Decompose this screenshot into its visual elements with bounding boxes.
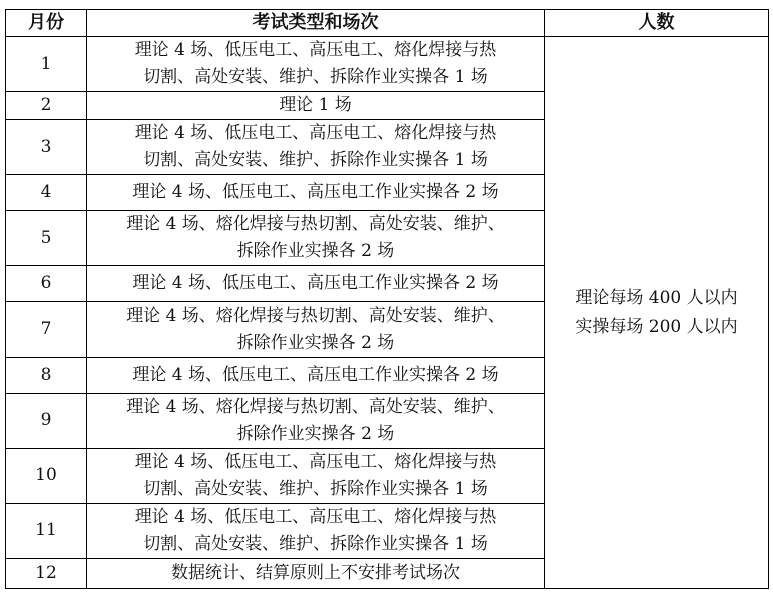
month-cell: 10	[6, 448, 87, 503]
month-cell: 12	[6, 558, 87, 588]
month-cell: 4	[6, 175, 87, 211]
month-cell: 9	[6, 393, 87, 448]
exam-type-cell	[87, 211, 545, 266]
exam-type-line: 拆除作业实操各 2 场	[236, 423, 395, 444]
month-cell: 11	[6, 503, 87, 558]
capacity-line: 理论每场 400 人以内	[575, 287, 738, 308]
exam-type-cell	[87, 92, 545, 120]
exam-type-line: 理论 4 场、熔化焊接与热切割、高处安装、维护、	[126, 396, 505, 417]
exam-type-line: 切割、高处安装、维护、拆除作业实操各 1 场	[143, 533, 488, 554]
exam-type-line: 理论 4 场、熔化焊接与热切割、高处安装、维护、	[126, 305, 505, 326]
headcount-cell	[545, 37, 769, 589]
exam-type-cell	[87, 558, 545, 588]
month-cell: 7	[6, 302, 87, 357]
month-cell: 5	[6, 211, 87, 266]
month-cell: 3	[6, 120, 87, 175]
exam-type-line: 理论 1 场	[279, 95, 352, 116]
exam-type-line: 理论 4 场、低压电工、高压电工作业实操各 2 场	[132, 273, 499, 294]
exam-type-line: 切割、高处安装、维护、拆除作业实操各 1 场	[143, 478, 488, 499]
exam-type-cell	[87, 302, 545, 357]
month-cell: 1	[6, 37, 87, 92]
exam-type-cell	[87, 266, 545, 302]
exam-type-cell	[87, 175, 545, 211]
month-cell: 2	[6, 92, 87, 120]
exam-type-line: 理论 4 场、低压电工、高压电工、熔化焊接与热	[134, 451, 497, 472]
capacity-line: 实操每场 200 人以内	[575, 316, 738, 337]
exam-type-line: 理论 4 场、低压电工、高压电工、熔化焊接与热	[134, 40, 497, 61]
header-month: 月份	[6, 10, 87, 37]
exam-type-line: 理论 4 场、低压电工、高压电工、熔化焊接与热	[134, 123, 497, 144]
exam-type-line: 切割、高处安装、维护、拆除作业实操各 1 场	[143, 150, 488, 171]
schedule-body	[6, 37, 769, 589]
table-row	[6, 37, 769, 92]
header-row	[6, 10, 769, 37]
exam-type-line: 拆除作业实操各 2 场	[236, 332, 395, 353]
exam-type-cell	[87, 357, 545, 393]
exam-type-line: 拆除作业实操各 2 场	[236, 241, 395, 262]
exam-type-cell	[87, 393, 545, 448]
exam-type-line: 理论 4 场、低压电工、高压电工作业实操各 2 场	[132, 182, 499, 203]
exam-schedule-table	[5, 9, 769, 589]
exam-type-cell	[87, 120, 545, 175]
header-exam-type: 考试类型和场次	[87, 10, 545, 37]
exam-type-cell	[87, 37, 545, 92]
exam-type-cell	[87, 503, 545, 558]
exam-type-line: 理论 4 场、低压电工、高压电工、熔化焊接与热	[134, 506, 497, 527]
exam-type-cell	[87, 448, 545, 503]
exam-type-line: 切割、高处安装、维护、拆除作业实操各 1 场	[143, 67, 488, 88]
exam-type-line: 理论 4 场、低压电工、高压电工作业实操各 2 场	[132, 364, 499, 385]
month-cell: 8	[6, 357, 87, 393]
exam-type-line: 数据统计、结算原则上不安排考试场次	[171, 562, 460, 583]
month-cell: 6	[6, 266, 87, 302]
exam-type-line: 理论 4 场、熔化焊接与热切割、高处安装、维护、	[126, 214, 505, 235]
header-headcount: 人数	[545, 10, 769, 37]
